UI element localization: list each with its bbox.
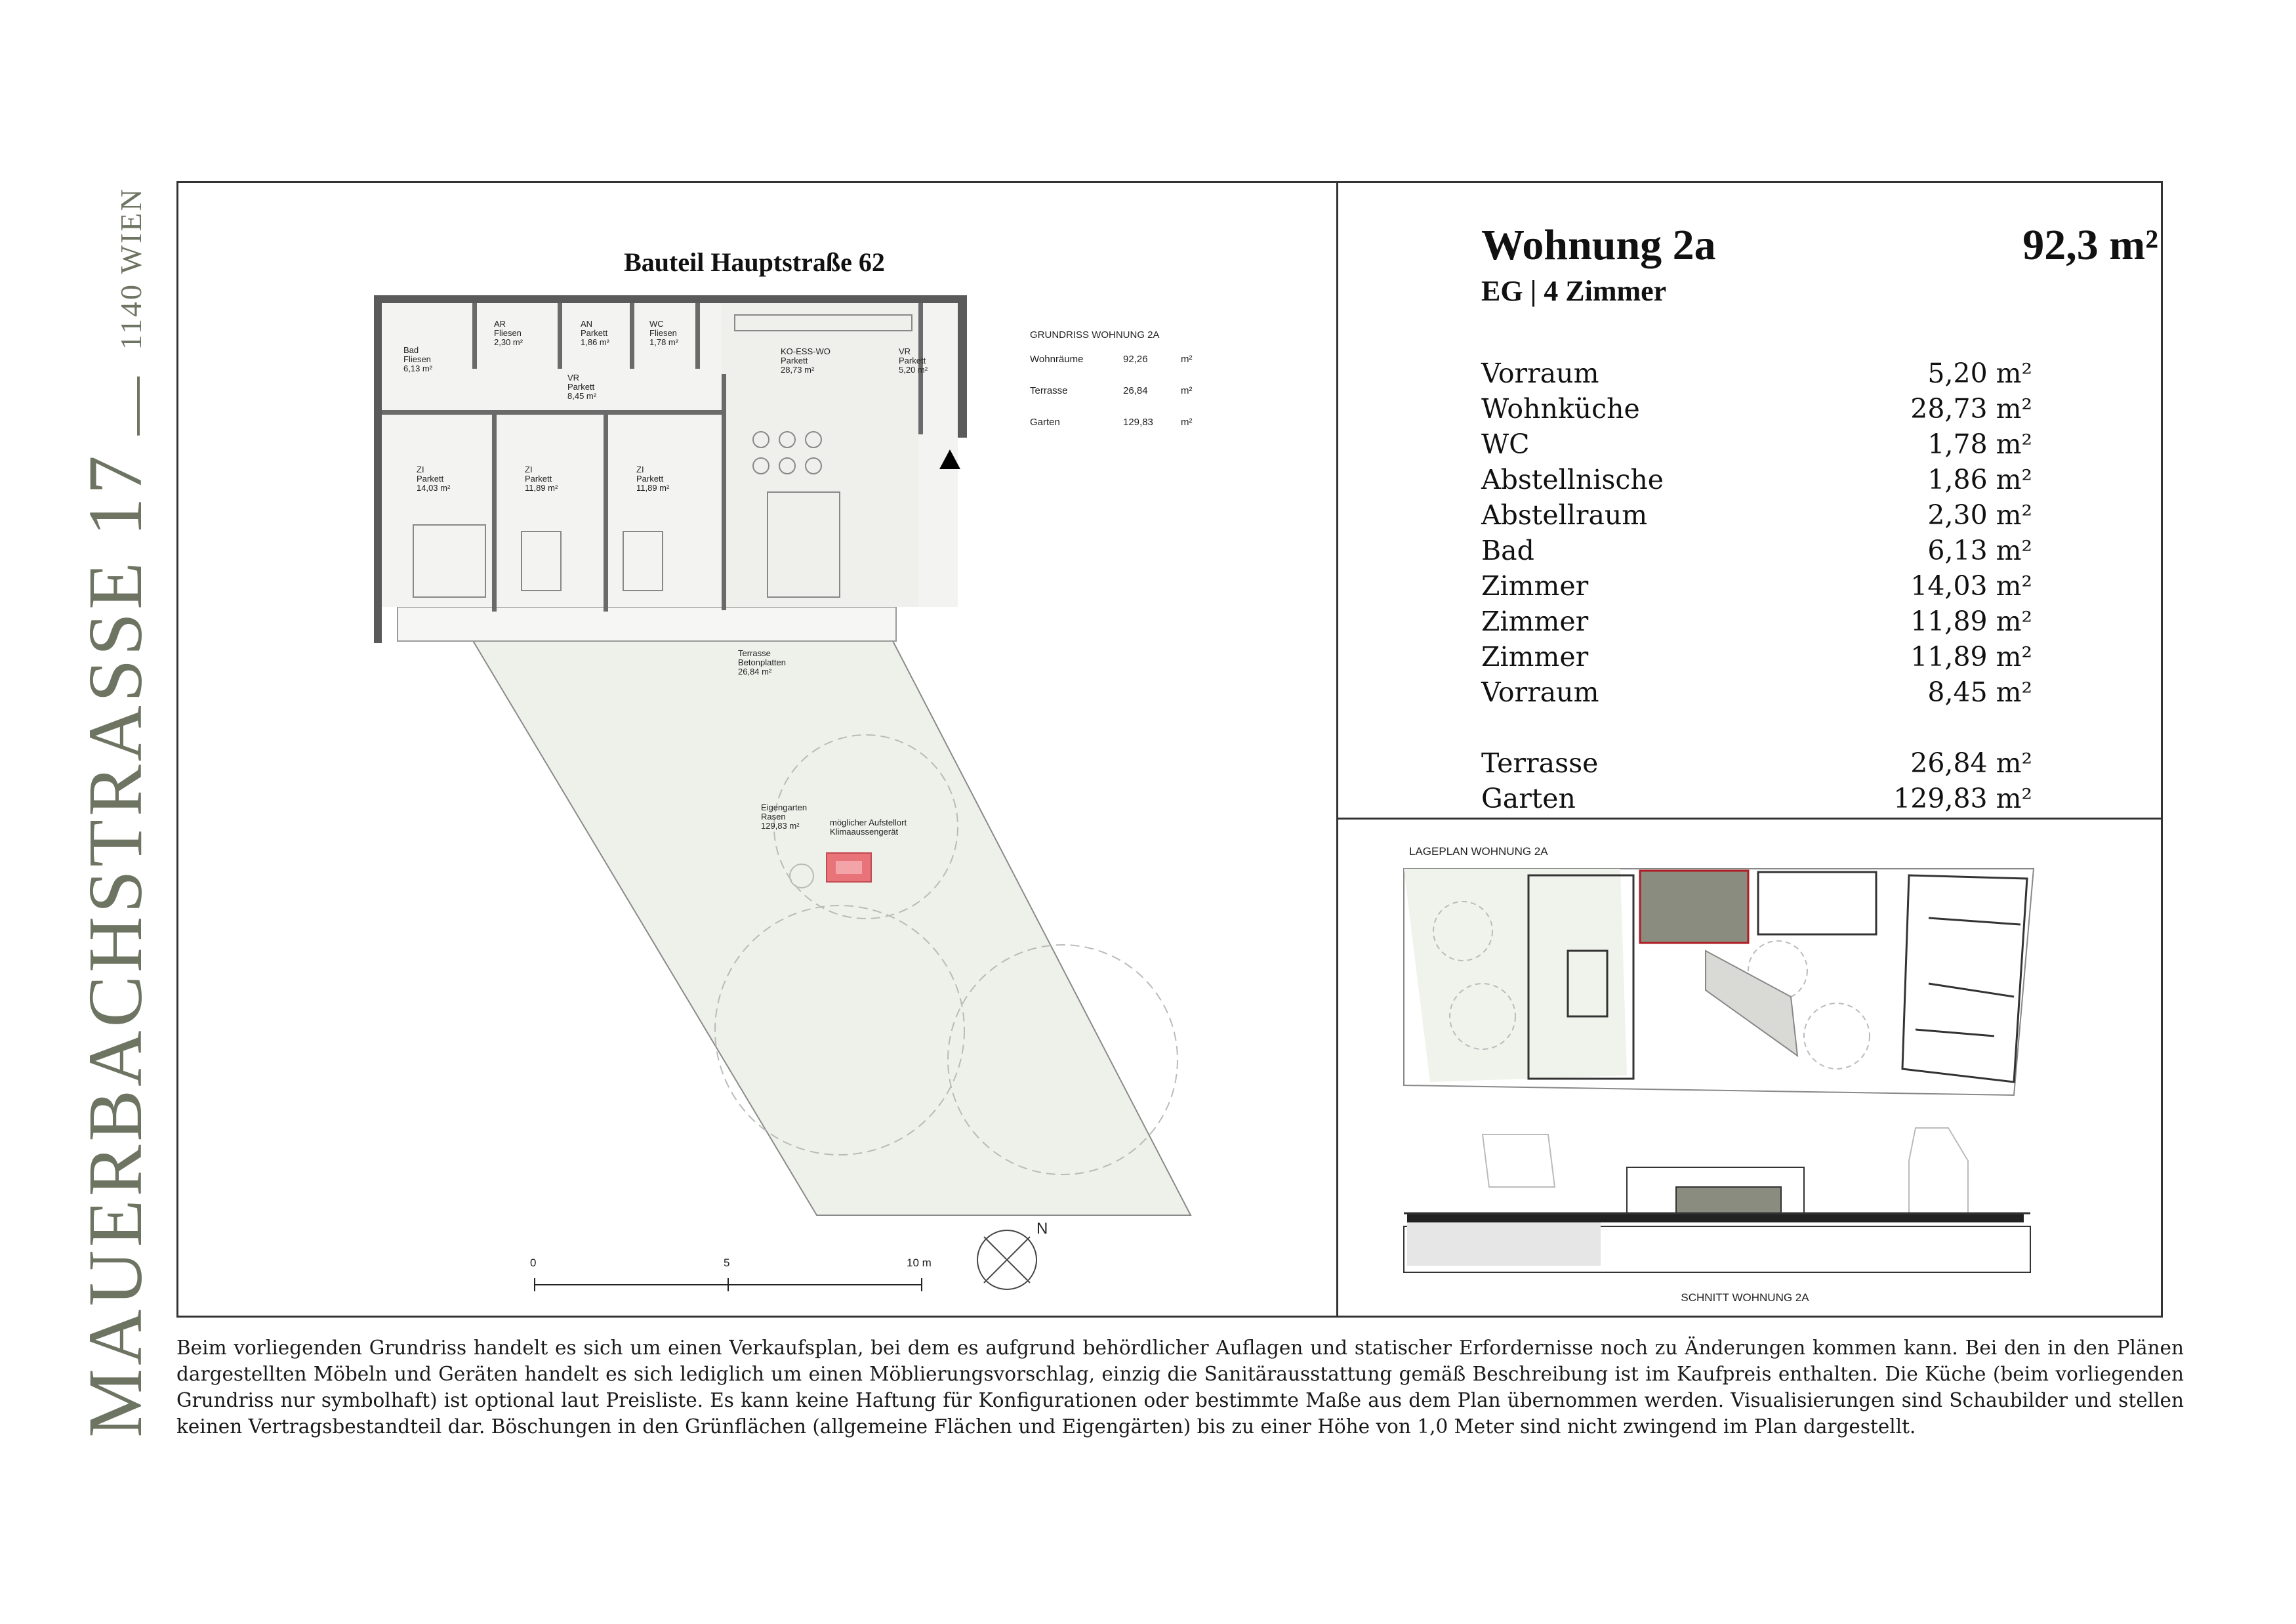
room-label-name: WC: [649, 319, 664, 329]
legend-unit: m²: [1181, 417, 1193, 428]
room-label-floor: Fliesen: [403, 354, 431, 364]
room-area: 11,89 m²: [1910, 606, 2032, 637]
room-name: Vorraum: [1481, 677, 1599, 708]
room-row: [1481, 497, 2032, 533]
outdoor-name: Terrasse: [1481, 747, 1599, 779]
room-label-area: 14,03 m²: [417, 483, 451, 493]
room-label-area: 6,13 m²: [403, 364, 433, 373]
room-area: 8,45 m²: [1927, 677, 2032, 708]
schnitt-label: SCHNITT WOHNUNG 2A: [1681, 1291, 1809, 1304]
side-title: [71, 187, 160, 1437]
room-label-name: ZI: [417, 465, 424, 474]
side-title-city: 1140 WIEN: [114, 187, 148, 350]
room-name: Zimmer: [1481, 641, 1589, 673]
garden-area: [472, 640, 1191, 1215]
schedule-spacer: [1481, 710, 2032, 745]
outdoor-row: [1481, 745, 2032, 781]
legend-label: Wohnräume: [1030, 354, 1084, 365]
room-name: Zimmer: [1481, 606, 1589, 637]
block-title: Bauteil Hauptstraße 62: [624, 247, 885, 277]
side-title-street: MAUERBACHSTRASSE 17: [72, 452, 158, 1438]
disclaimer-text: Beim vorliegenden Grundriss handelt es sich um einen Verkaufsplan, bei dem es aufgrund behördlicher Auflagen und statischer Erfordernisse noch zu Änderungen kommen kann. Bei den in den Plänen dargestellten Möbeln und Geräten handelt es sich lediglich um einen Möblierungsvorschlag, einzig die Sanitärausstattung gemäß Beschreibung ist im Kaufpreis enthalten. Die Küche (beim vorliegenden Grundriss nur symbolhaft) ist optional laut Preisliste. Es kann keine Haftung für Konfigurationen oder bestimmte Maße aus dem Plan übernommen werden. Visualisierungen sind Schaubilder und stellen keinen Vertragsbestandteil dar. Böschungen in den Grünflächen (allgemeine Flächen und Eigengärten) bis zu einer Höhe von 1,0 Meter sind nicht zwingend im Plan dargestellt.: [176, 1337, 2184, 1438]
room-label-floor: Parkett: [417, 474, 444, 484]
legend-label: Garten: [1030, 417, 1060, 428]
legend-unit: m²: [1181, 354, 1193, 365]
schnitt: [1404, 1128, 2030, 1272]
room-label-name: ZI: [636, 465, 644, 474]
room-row: [1481, 533, 2032, 568]
room-label-name: AN: [581, 319, 593, 329]
lageplan-label: LAGEPLAN WOHNUNG 2A: [1409, 845, 1548, 858]
scale-tick-label: 10 m: [907, 1257, 932, 1269]
room-area: 5,20 m²: [1927, 358, 2032, 389]
site-plan-and-section: [1338, 820, 2163, 1317]
room-label-area: 8,45 m²: [567, 391, 597, 401]
room-name: Bad: [1481, 535, 1534, 566]
room-name: Vorraum: [1481, 358, 1599, 389]
terrace-area: [398, 607, 896, 641]
room-label-name: VR: [567, 373, 580, 383]
ac-label-line1: möglicher Aufstellort: [830, 818, 907, 827]
room-row: [1481, 462, 2032, 497]
room-area: 28,73 m²: [1910, 393, 2032, 425]
room-label-name: VR: [899, 346, 911, 356]
room-row: [1481, 427, 2032, 462]
legend-title: GRUNDRISS WOHNUNG 2A: [1030, 329, 1160, 341]
outdoor-name: Garten: [1481, 783, 1576, 814]
terrace-label-floor: Betonplatten: [738, 657, 787, 667]
room-label-area: 11,89 m²: [636, 483, 670, 493]
garden-label-floor: Rasen: [761, 812, 786, 822]
room-label-area: 11,89 m²: [525, 483, 558, 493]
outdoor-row: [1481, 781, 2032, 816]
apartment-title: Wohnung 2a: [1481, 221, 1716, 269]
floor-plan: [367, 289, 1233, 1312]
room-name: Abstellnische: [1481, 464, 1664, 495]
room-label-floor: Fliesen: [649, 328, 677, 338]
garden-label-name: Eigengarten: [761, 802, 808, 812]
room-schedule: [1481, 356, 2032, 816]
room-label-name: AR: [494, 319, 506, 329]
scale-tick-label: 5: [724, 1257, 730, 1269]
room-label-area: 2,30 m²: [494, 337, 523, 347]
room-label-floor: Parkett: [581, 328, 608, 338]
room-name: Zimmer: [1481, 570, 1589, 602]
legend-value: 129,83: [1123, 417, 1153, 428]
room-label-area: 1,86 m²: [581, 337, 610, 347]
legend-label: Terrasse: [1030, 385, 1068, 396]
room-area: 6,13 m²: [1927, 535, 2032, 566]
room-row: [1481, 356, 2032, 391]
room-label-area: 28,73 m²: [781, 365, 815, 375]
room-area: 11,89 m²: [1910, 641, 2032, 673]
scale-tick-label: 0: [530, 1257, 537, 1269]
room-label-floor: Parkett: [781, 356, 808, 365]
room-name: Wohnküche: [1481, 393, 1640, 425]
legend-value: 26,84: [1123, 385, 1148, 396]
room-label-area: 1,78 m²: [649, 337, 679, 347]
room-row: [1481, 568, 2032, 604]
room-label-name: ZI: [525, 465, 533, 474]
room-label-floor: Parkett: [567, 382, 595, 392]
room-label-area: 5,20 m²: [899, 365, 928, 375]
outdoor-area: 26,84 m²: [1910, 747, 2032, 779]
scale-bar: [535, 1278, 922, 1291]
ac-label-line2: Klimaaussengerät: [830, 827, 899, 837]
room-label-name: Bad: [403, 345, 419, 355]
room-label-floor: Fliesen: [494, 328, 522, 338]
garden-label-area: 129,83 m²: [761, 821, 800, 831]
room-area: 14,03 m²: [1910, 570, 2032, 602]
room-label-floor: Parkett: [525, 474, 552, 484]
side-title-dash: [137, 376, 140, 435]
north-label: N: [1036, 1220, 1048, 1238]
room-name: WC: [1481, 428, 1530, 460]
room-label-floor: Parkett: [899, 356, 926, 365]
room-label-floor: Parkett: [636, 474, 664, 484]
terrace-label-name: Terrasse: [738, 648, 771, 658]
room-row: [1481, 391, 2032, 427]
outdoor-area: 129,83 m²: [1893, 783, 2032, 814]
legend-unit: m²: [1181, 385, 1193, 396]
room-name: Abstellraum: [1481, 499, 1648, 531]
room-row: [1481, 639, 2032, 675]
terrace-label-area: 26,84 m²: [738, 667, 772, 677]
apartment-subtitle: EG | 4 Zimmer: [1481, 275, 1667, 307]
lageplan: [1404, 869, 2034, 1095]
room-row: [1481, 604, 2032, 639]
room-row: [1481, 675, 2032, 710]
room-label-name: KO-ESS-WO: [781, 346, 830, 356]
north-arrow-icon: [977, 1230, 1036, 1289]
room-area: 1,86 m²: [1927, 464, 2032, 495]
legend-value: 92,26: [1123, 354, 1148, 365]
room-area: 2,30 m²: [1927, 499, 2032, 531]
apartment-total-area: 92,3 m²: [2022, 221, 2158, 269]
room-area: 1,78 m²: [1927, 428, 2032, 460]
